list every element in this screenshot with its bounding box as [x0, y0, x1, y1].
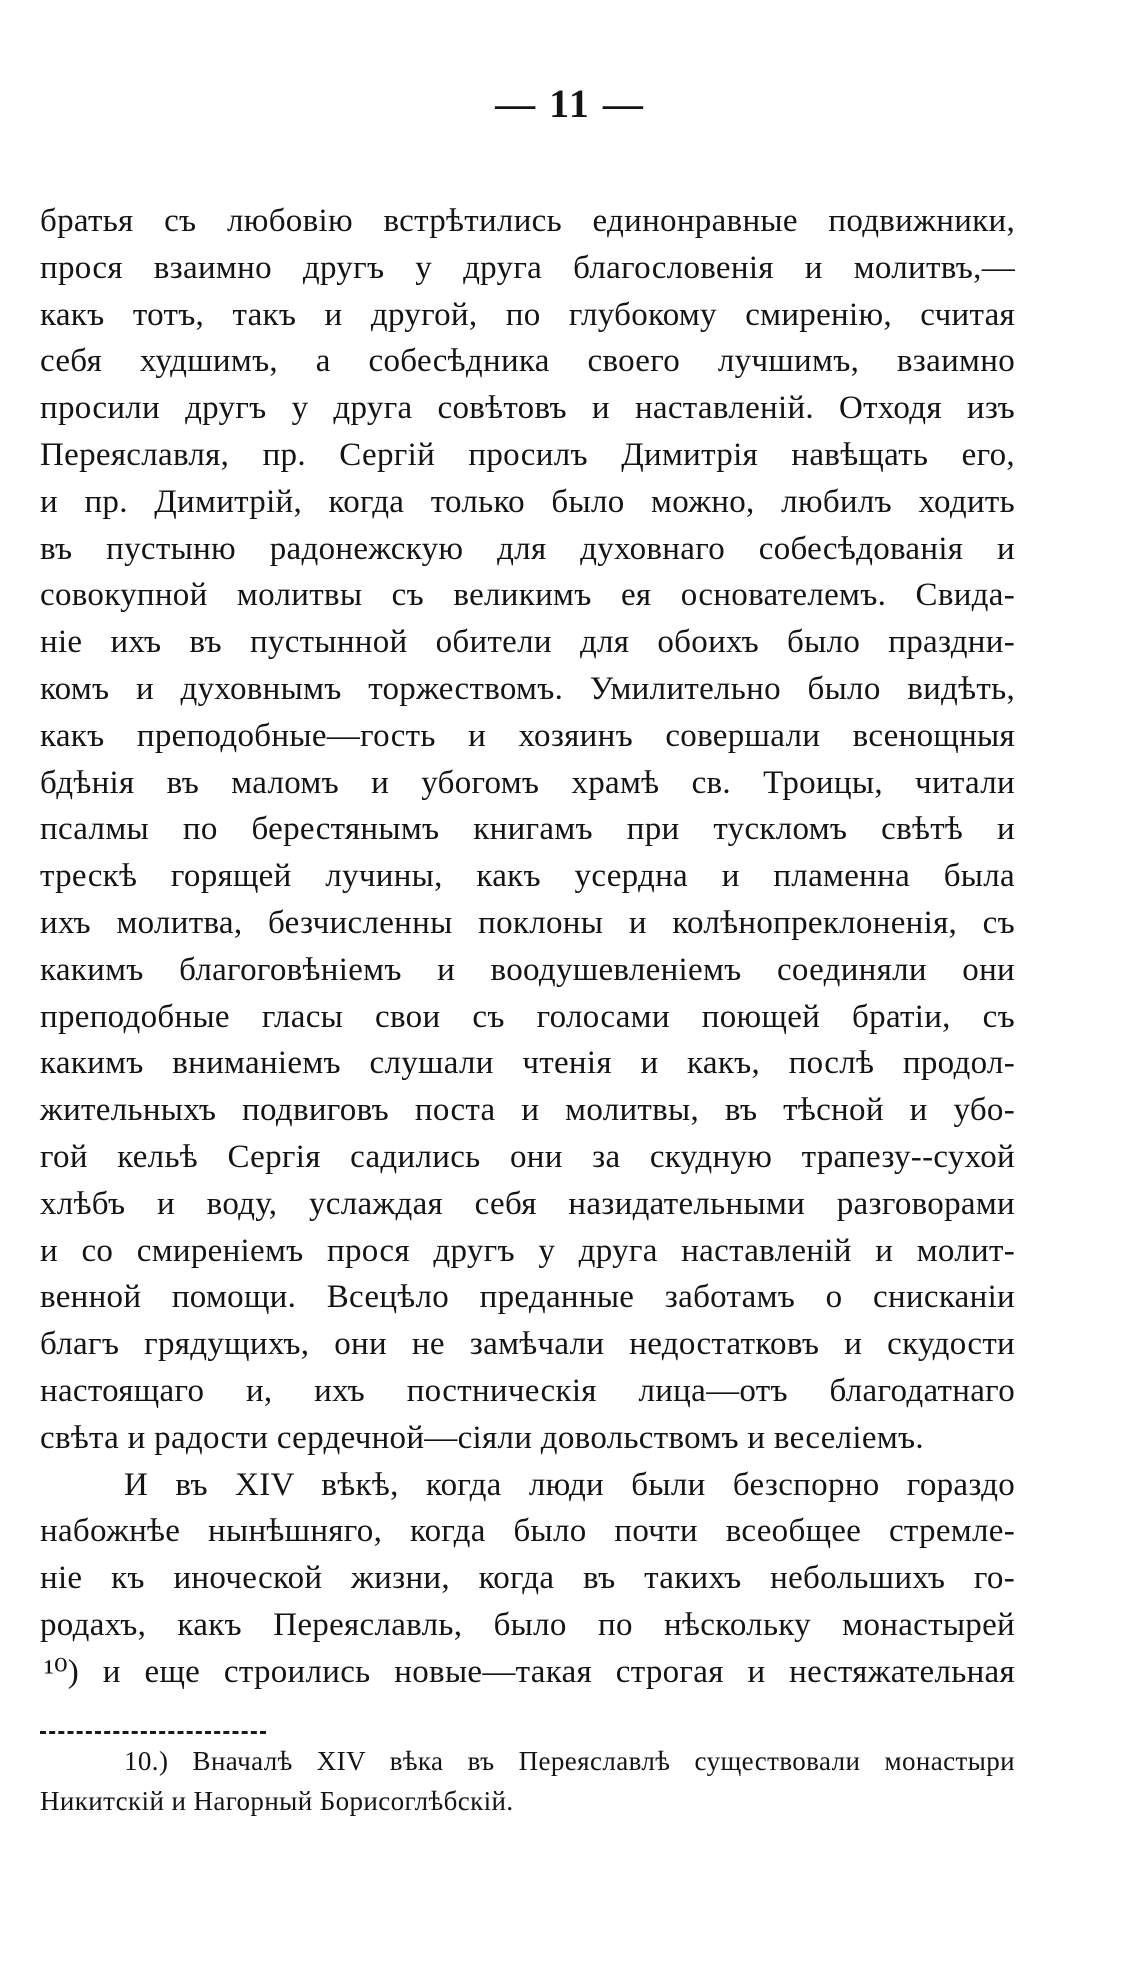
text-line: какъ преподобные—гость и хозяинъ совершали всенощныя [40, 717, 1015, 754]
page-number: — 11 — [495, 81, 645, 126]
text-line: и со смиреніемъ прося другъ у друга наставленій и молит- [40, 1232, 1015, 1269]
text-line: въ пустыню радонежскую для духовнаго собесѣдованія и [40, 530, 1015, 567]
text-line: ¹⁰) и еще строились новые—такая строгая и нестяжательная [44, 1653, 1015, 1690]
text-line: ніе къ иноческой жизни, когда въ такихъ небольшихъ го- [40, 1560, 1015, 1597]
text-line: родахъ, какъ Переяславль, было по нѣскольку монастырей [40, 1606, 1015, 1643]
text-line: Переяславля, пр. Сергій просилъ Димитрія навѣщать его, [40, 436, 1015, 473]
text-line: какъ тотъ, такъ и другой, по глубокому смиренію, считая [40, 296, 1015, 333]
footnote-line: Никитскій и Нагорный Борисоглѣбскій. [40, 1786, 514, 1816]
text-line: бдѣнія въ маломъ и убогомъ храмѣ св. Троицы, читали [40, 764, 1015, 801]
text-line: благъ грядущихъ, они не замѣчали недостатковъ и скудости [40, 1326, 1015, 1363]
footnote-line: 10.) Вначалѣ XIV вѣка въ Переяславлѣ существовали монастыри [124, 1746, 1015, 1776]
text-line: братья съ любовію встрѣтились единонравные подвижники, [40, 203, 1015, 239]
text-line: венной помощи. Всецѣло преданные заботамъ о снисканіи [40, 1279, 1015, 1316]
text-line: псалмы по берестянымъ книгамъ при тускломъ свѣтѣ и [40, 811, 1015, 848]
text-line: гой кельѣ Сергія садились они за скудную трапезу--сухой [40, 1138, 1015, 1175]
text-line: жительныхъ подвиговъ поста и молитвы, въ тѣсной и убо- [40, 1092, 1015, 1129]
footnote-divider [40, 1731, 266, 1734]
text-line: какимъ вниманіемъ слушали чтенія и какъ, послѣ продол- [40, 1045, 1015, 1082]
text-line: и пр. Димитрій, когда только было можно, любилъ ходить [40, 483, 1015, 520]
text-line: себя худшимъ, а собесѣдника своего лучшимъ, взаимно [40, 343, 1015, 380]
text-line: настоящаго и, ихъ постническія лица—отъ благодатнаго [40, 1372, 1015, 1409]
text-line: прося взаимно другъ у друга благословенія и молитвъ,— [40, 249, 1015, 286]
text-line: просили другъ у друга совѣтовъ и наставленій. Отходя изъ [40, 390, 1015, 427]
text-line: трескѣ горящей лучины, какъ усердна и пламенна была [40, 858, 1015, 895]
text-line: ихъ молитва, безчисленны поклоны и колѣнопреклоненія, съ [40, 904, 1015, 941]
text-line: хлѣбъ и воду, услаждая себя назидательными разговорами [40, 1185, 1015, 1222]
footnote [40, 1741, 1015, 1821]
text-line: преподобные гласы свои съ голосами поющей братіи, съ [40, 998, 1015, 1035]
text-line: набожнѣе нынѣшняго, когда было почти всеобщее стремле- [40, 1513, 1015, 1550]
text-line: свѣта и радости сердечной—сіяли довольствомъ и веселіемъ. [40, 1419, 924, 1456]
main-text [40, 198, 1015, 1696]
text-line: совокупной молитвы съ великимъ ея основателемъ. Свида- [40, 577, 1015, 614]
text-line: какимъ благоговѣніемъ и воодушевленіемъ соединяли они [40, 951, 1015, 988]
text-line: комъ и духовнымъ торжествомъ. Умилительно было видѣть, [40, 670, 1015, 707]
paragraph-start-line: И въ XIV вѣкѣ, когда люди были безспорно гораздо [124, 1466, 1015, 1503]
text-line: ніе ихъ въ пустынной обители для обоихъ было праздни- [40, 624, 1015, 661]
